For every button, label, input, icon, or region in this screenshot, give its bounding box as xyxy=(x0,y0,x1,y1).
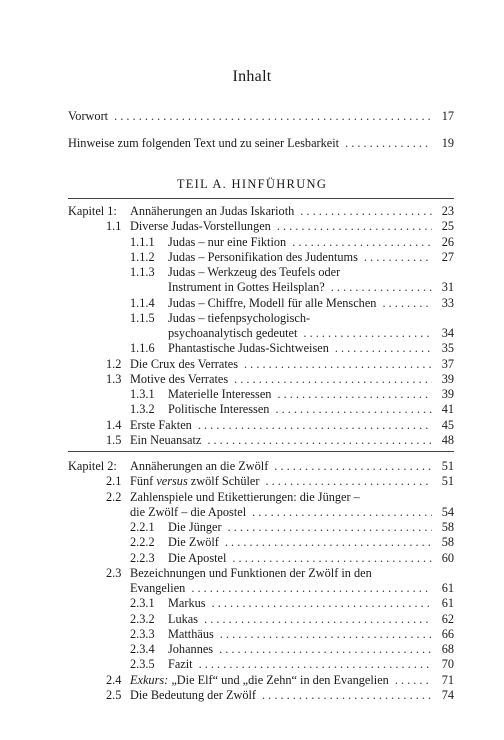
toc-dot-leader xyxy=(329,340,432,356)
toc-entry-text xyxy=(168,264,454,280)
toc-entry-label: Instrument in Gottes Heilsplan? xyxy=(168,280,325,294)
toc-entry-page: 27 xyxy=(441,250,454,264)
toc-entry[interactable] xyxy=(68,249,454,265)
toc-entry-number: 2.1 xyxy=(106,474,122,488)
section-rule xyxy=(68,198,454,199)
toc-entry-label: Diverse Judas-Vorstellungen xyxy=(130,219,271,233)
toc-entry-number: Kapitel 1: xyxy=(68,204,117,218)
toc-entry-text xyxy=(168,234,454,250)
toc-entry[interactable] xyxy=(68,340,454,356)
toc-entry-label: Judas – Chiffre, Modell für alle Menschen xyxy=(168,296,377,310)
toc-entry-text xyxy=(168,325,454,341)
toc-entry-vorwort[interactable] xyxy=(68,108,454,124)
toc-dot-leader xyxy=(214,626,432,642)
toc-entry-text xyxy=(130,672,454,688)
toc-entry-page: 25 xyxy=(441,219,454,233)
toc-entry-text xyxy=(130,417,454,433)
toc-entry-page: 54 xyxy=(441,505,454,519)
toc-dot-leader xyxy=(339,135,432,151)
toc-entry[interactable] xyxy=(68,458,454,474)
toc-entry[interactable] xyxy=(68,473,454,489)
toc-entry[interactable] xyxy=(68,504,454,520)
toc-entry[interactable] xyxy=(68,565,454,581)
toc-dot-leader xyxy=(246,504,432,520)
toc-entry[interactable] xyxy=(68,371,454,387)
toc-entry-text xyxy=(130,371,454,387)
toc-entry-label: Politische Interessen xyxy=(168,402,270,416)
toc-entry-number: 1.1.6 xyxy=(130,341,155,355)
toc-entry-label: Hinweise zum folgenden Text und zu seiner Lesbarkeit xyxy=(68,136,340,150)
chapter-rule xyxy=(68,451,454,452)
toc-entry[interactable] xyxy=(68,279,454,295)
toc-entry-page: 45 xyxy=(441,418,454,432)
toc-entry-label: Annäherungen an Judas Iskarioth xyxy=(130,204,295,218)
toc-entry-page: 39 xyxy=(441,372,454,386)
toc-entry-label: Materielle Interessen xyxy=(168,387,272,401)
toc-entry-page: 48 xyxy=(441,433,454,447)
toc-entry-number: 2.3.2 xyxy=(130,612,155,626)
toc-entry-text xyxy=(130,458,454,474)
toc-entry[interactable] xyxy=(68,203,454,219)
toc-entry-number: 1.1.4 xyxy=(130,296,155,310)
toc-entry-number: 2.3.3 xyxy=(130,627,155,641)
toc-entry-text xyxy=(168,295,454,311)
toc-entry-text xyxy=(130,203,454,219)
toc-entry-number: 2.3 xyxy=(106,566,122,580)
toc-entry-page: 34 xyxy=(441,326,454,340)
toc-entry-label: Erste Fakten xyxy=(130,418,192,432)
toc-entry-number: 1.1.5 xyxy=(130,311,155,325)
toc-entry[interactable] xyxy=(68,519,454,535)
toc-entry[interactable] xyxy=(68,356,454,372)
toc-entry-label: Die Jünger xyxy=(168,520,222,534)
toc-entry-text xyxy=(68,135,454,151)
toc-entry-number: 2.2.1 xyxy=(130,520,155,534)
toc-entry-page: 66 xyxy=(441,627,454,641)
toc-entry-label: Phantastische Judas-Sichtweisen xyxy=(168,341,329,355)
toc-dot-leader xyxy=(238,356,432,372)
toc-entry-text xyxy=(168,534,454,550)
toc-entry-number: 2.3.1 xyxy=(130,596,155,610)
toc-entry-text xyxy=(168,626,454,642)
toc-entry[interactable] xyxy=(68,432,454,448)
toc-entry-label: Bezeichnungen und Funktionen der Zwölf in den xyxy=(130,566,372,580)
section-heading: TEIL A. HINFÜHRUNG xyxy=(176,177,328,191)
toc-entry-text xyxy=(130,473,454,489)
toc-entry-text xyxy=(168,386,454,402)
toc-dot-leader xyxy=(222,519,432,535)
toc-entry-number: 1.3.1 xyxy=(130,387,155,401)
toc-entry-page: 61 xyxy=(441,581,454,595)
toc-dot-leader xyxy=(297,325,432,341)
toc-entry-number: 1.2 xyxy=(106,357,122,371)
toc-entry-text xyxy=(168,611,454,627)
toc-entry-label: Matthäus xyxy=(168,627,214,641)
toc-entry-page: 23 xyxy=(441,204,454,218)
toc-entry-text xyxy=(130,218,454,234)
toc-entry-label: Vorwort xyxy=(68,109,109,123)
toc-entry-page: 51 xyxy=(441,474,454,488)
toc-entry-page: 60 xyxy=(441,551,454,565)
toc-entry-text xyxy=(168,279,454,295)
toc-entry-page: 17 xyxy=(441,109,454,123)
toc-entry-number: 2.4 xyxy=(106,673,122,687)
toc-entry-number: 1.1.1 xyxy=(130,235,155,249)
toc-entry-label: Evangelien xyxy=(130,581,186,595)
toc-entry[interactable] xyxy=(68,417,454,433)
toc-entry-page: 41 xyxy=(441,402,454,416)
toc-entry-page: 37 xyxy=(441,357,454,371)
toc-entry-page: 31 xyxy=(441,280,454,294)
toc-entry-number: 1.3.2 xyxy=(130,402,155,416)
toc-entry-number: 2.2 xyxy=(106,490,122,504)
toc-dot-leader xyxy=(108,108,432,124)
toc-entry[interactable] xyxy=(68,386,454,402)
toc-entry[interactable] xyxy=(68,295,454,311)
toc-entry-page: 26 xyxy=(441,235,454,249)
toc-entry-text xyxy=(168,641,454,657)
toc-dot-leader xyxy=(219,534,432,550)
toc-dot-leader xyxy=(269,401,432,417)
toc-entry-number: 2.3.4 xyxy=(130,642,155,656)
toc-dot-leader xyxy=(185,580,432,596)
toc-entry[interactable] xyxy=(68,611,454,627)
toc-entry-text xyxy=(130,432,454,448)
toc-dot-leader xyxy=(206,595,432,611)
toc-entry-text xyxy=(168,595,454,611)
toc-dot-leader xyxy=(286,234,432,250)
toc-entry-page: 74 xyxy=(441,688,454,702)
toc-dot-leader xyxy=(376,295,432,311)
toc-entry-page: 33 xyxy=(441,296,454,310)
toc-entry-text xyxy=(130,580,454,596)
toc-entry-label: Annäherungen an die Zwölf xyxy=(130,459,269,473)
toc-entry-label: Judas – Werkzeug des Teufels oder xyxy=(168,265,341,279)
toc-entry-page: 58 xyxy=(441,535,454,549)
toc-dot-leader xyxy=(325,279,432,295)
toc-entry-label: Judas – tiefenpsychologisch- xyxy=(168,311,311,325)
toc-entry-page: 62 xyxy=(441,612,454,626)
toc-entry-text xyxy=(130,687,454,703)
toc-dot-leader xyxy=(226,550,432,566)
toc-entry-label: Die Bedeutung der Zwölf xyxy=(130,688,257,702)
toc-entry-page: 51 xyxy=(441,459,454,473)
page-title: Inhalt xyxy=(232,68,272,85)
toc-entry-page: 35 xyxy=(441,341,454,355)
toc-entry-page: 61 xyxy=(441,596,454,610)
toc-dot-leader xyxy=(294,203,432,219)
toc-entry[interactable] xyxy=(68,218,454,234)
toc-dot-leader xyxy=(201,432,432,448)
toc-entry[interactable] xyxy=(68,310,454,326)
toc-entry-page: 58 xyxy=(441,520,454,534)
toc-entry-label: Zahlenspiele und Etikettierungen: die Jünger – xyxy=(130,490,360,504)
toc-entry[interactable] xyxy=(68,595,454,611)
toc-entry-text xyxy=(168,310,454,326)
toc-entry-page: 68 xyxy=(441,642,454,656)
toc-entry[interactable] xyxy=(68,656,454,672)
toc-entry-page: 70 xyxy=(441,657,454,671)
toc-dot-leader xyxy=(271,386,432,402)
toc-entry-page: 19 xyxy=(441,136,454,150)
toc-entry-text xyxy=(130,565,454,581)
toc-entry[interactable] xyxy=(68,550,454,566)
toc-entry-label: Judas – nur eine Fiktion xyxy=(168,235,287,249)
toc-dot-leader xyxy=(389,672,432,688)
toc-entry-number: 2.5 xyxy=(106,688,122,702)
toc-entry-number: 1.4 xyxy=(106,418,122,432)
toc-dot-leader xyxy=(271,218,432,234)
toc-entry-label: Ein Neuansatz xyxy=(130,433,202,447)
toc-dot-leader xyxy=(268,458,432,474)
toc-entry-label: Fazit xyxy=(168,657,193,671)
toc-dot-leader xyxy=(259,473,432,489)
toc-entry-label: Die Apostel xyxy=(168,551,227,565)
toc-entry-page: 71 xyxy=(441,673,454,687)
toc-entry-label: Markus xyxy=(168,596,206,610)
toc-entry-text xyxy=(130,489,454,505)
toc-entry-number: 1.1.3 xyxy=(130,265,155,279)
toc-entry-text xyxy=(130,356,454,372)
toc-entry-text xyxy=(68,108,454,124)
toc-entry-label: Lukas xyxy=(168,612,199,626)
toc-entry[interactable] xyxy=(68,401,454,417)
toc-entry[interactable] xyxy=(68,626,454,642)
toc-entry-label: Motive des Verrates xyxy=(130,372,229,386)
toc-entry[interactable] xyxy=(68,264,454,280)
toc-entry-text xyxy=(168,550,454,566)
toc-entry[interactable] xyxy=(68,489,454,505)
toc-dot-leader xyxy=(193,656,432,672)
toc-entry[interactable] xyxy=(68,641,454,657)
toc-entry-label: Judas – Personifikation des Judentums xyxy=(168,250,358,264)
toc-entry[interactable] xyxy=(68,534,454,550)
toc-entry-text xyxy=(168,401,454,417)
toc-entry-text xyxy=(168,519,454,535)
toc-entry-hinweise[interactable] xyxy=(68,135,454,151)
toc-entry[interactable] xyxy=(68,687,454,703)
toc-entry[interactable] xyxy=(68,234,454,250)
toc-entry-label: psychoanalytisch gedeutet xyxy=(168,326,298,340)
toc-dot-leader xyxy=(228,371,432,387)
toc-entry-number: 2.2.3 xyxy=(130,551,155,565)
toc-dot-leader xyxy=(198,611,432,627)
toc-entry-label: Johannes xyxy=(168,642,214,656)
toc-entry-number: 1.1 xyxy=(106,219,122,233)
toc-entry-text xyxy=(168,249,454,265)
toc-dot-leader xyxy=(358,249,432,265)
toc-entry-label: Exkurs: „Die Elf“ und „die Zehn“ in den Evangelien xyxy=(130,673,389,687)
toc-entry-label: Die Crux des Verrates xyxy=(130,357,239,371)
toc-entry-page: 39 xyxy=(441,387,454,401)
toc-entry-label: Die Zwölf xyxy=(168,535,219,549)
toc-entry[interactable] xyxy=(68,672,454,688)
toc-entry-number: 2.2.2 xyxy=(130,535,155,549)
toc-entry-number: 2.3.5 xyxy=(130,657,155,671)
toc-dot-leader xyxy=(192,417,432,433)
toc-entry-label: die Zwölf – die Apostel xyxy=(130,505,247,519)
toc-dot-leader xyxy=(213,641,432,657)
toc-entry-label: Fünf versus zwölf Schüler xyxy=(130,474,260,488)
toc-entry[interactable] xyxy=(68,325,454,341)
toc-entry-number: 1.1.2 xyxy=(130,250,155,264)
toc-entry-number: Kapitel 2: xyxy=(68,459,117,473)
toc-dot-leader xyxy=(256,687,432,703)
toc-entry-number: 1.5 xyxy=(106,433,122,447)
toc-entry-text xyxy=(130,504,454,520)
toc-entry-number: 1.3 xyxy=(106,372,122,386)
toc-entry[interactable] xyxy=(68,580,454,596)
toc-entry-text xyxy=(168,656,454,672)
toc-entry-text xyxy=(168,340,454,356)
